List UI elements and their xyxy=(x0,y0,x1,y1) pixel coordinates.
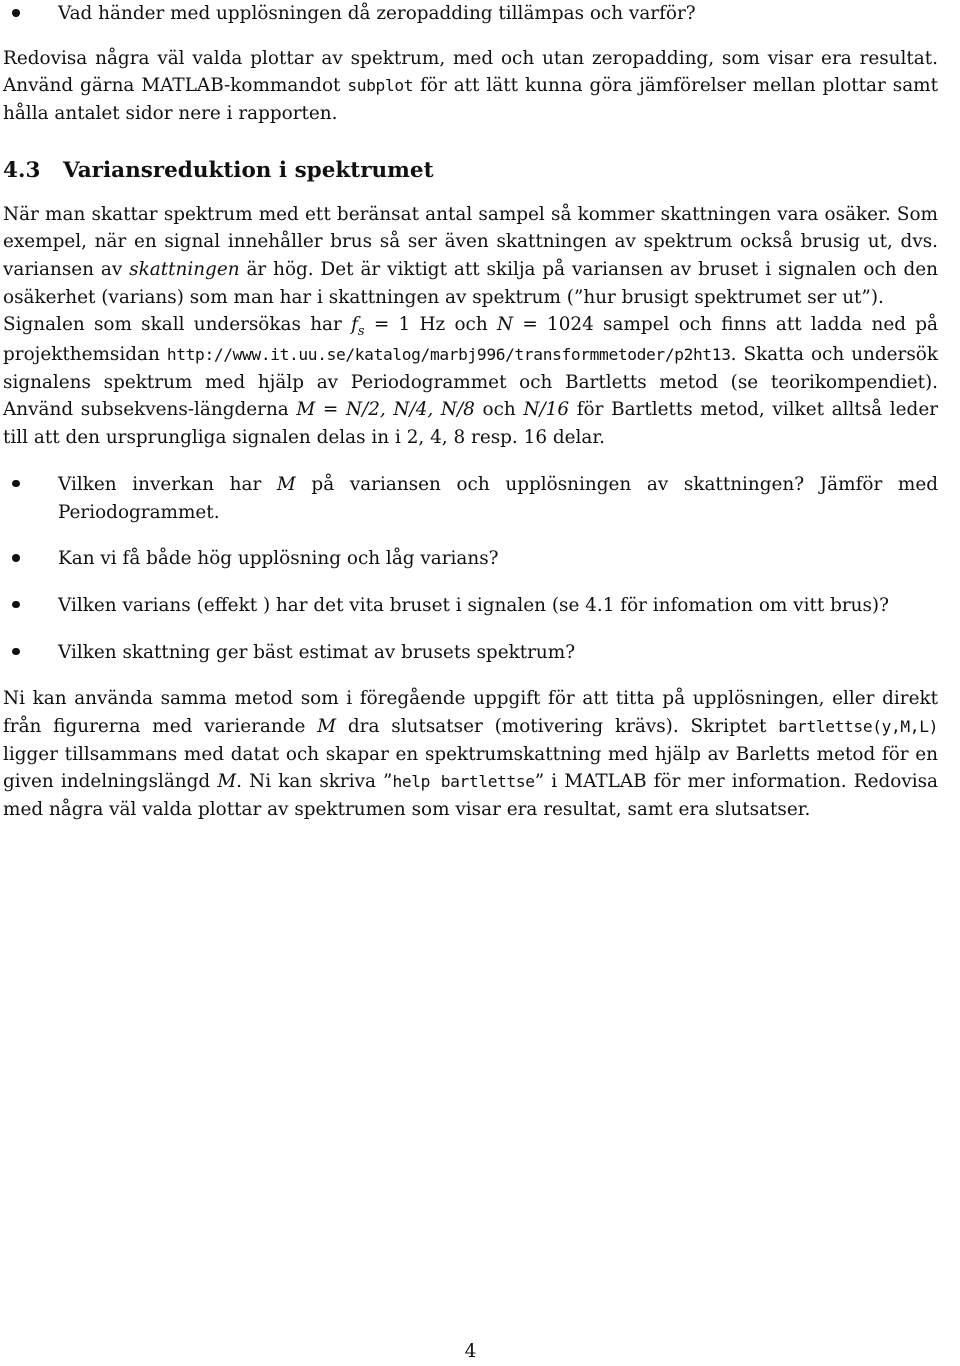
section-heading xyxy=(3,157,938,185)
code-bartlettse: bartlettse(y,M,L) xyxy=(778,717,938,737)
paragraph-signalen: Signalen som skall undersökas har $f_s = 1$ Hz och N = 1024 sampel och finns att ladda ned på projekthemsidan http://www.it.uu.se/katalog/marbj996/transformmetoder/p2ht13. Skatta och undersök signalens spektrum med hjälp av Periodogrammet och Bartletts metod (se teorikompendiet). Använd subsekvens-längderna M = N/2, N/4, N/8 och N/16 för Bartletts metod, vilket alltså leder till att den ursprungliga signalen delas in i 2, 4, 8 resp. 16 delar. xyxy=(3,314,939,449)
paragraph-redovisa: Redovisa några väl valda plottar av spektrum, med och utan zeropadding, som visar era resultat. Använd gärna MATLAB-kommandot subplot för att lätt kunna göra jämförelser mellan plottar samt hålla antalet sidor nere i rapporten. xyxy=(3,47,938,125)
italic-skattningen: skattningen xyxy=(129,258,240,280)
math-N: N xyxy=(496,314,514,336)
project-url: http://www.it.uu.se/katalog/marbj996/transformmetoder/p2ht13 xyxy=(166,345,731,365)
section-title: Variansreduktion i spektrumet xyxy=(63,157,434,183)
paragraph-varians: När man skattar spektrum med ett beränsat antal sampel så kommer skattningen vara osäker. Som exempel, när en signal innehåller brus så ser även skattningen av spektrum också brusig ut, dvs. variansen av skattningen är hög. Det är viktigt att skilja på variansen av bruset i signalen och den osäkerhet (varians) som man har i skattningen av spektrum (”hur brusigt spektrumet ser ut”). xyxy=(3,203,938,308)
math-subsequence: M = N/2, N/4, N/8 xyxy=(296,399,475,421)
question-item: Vilken varians (effekt ) har det vita bruset i signalen (se 4.1 för infomation om vitt brus)? xyxy=(3,592,938,620)
question-item: Kan vi få både hög upplösning och låg varians? xyxy=(3,545,938,573)
section-number: 4.3 xyxy=(3,157,41,183)
document-page xyxy=(3,0,939,1362)
question-list xyxy=(3,471,938,667)
code-help-bartlettse: help bartlettse xyxy=(392,772,535,792)
question-item: Vilken skattning ger bäst estimat av brusets spektrum? xyxy=(3,639,938,667)
bullet-dot xyxy=(3,471,33,498)
bullet-dot xyxy=(3,545,33,572)
page-number: 4 xyxy=(464,1341,477,1362)
paragraph-skriptet: Ni kan använda samma metod som i föregående uppgift för att titta på upplösningen, eller direkt från figurerna med varierande M dra slutsatser (motivering krävs). Skriptet bartlettse(y,M,L) ligger tillsammans med datat och skapar en spektrumskattning med hjälp av Barletts metod för en given indelningslängd M. Ni kan skriva ”help bartlettse” i MATLAB för mer information. Redovisa med några väl valda plottar av spektrumen som visar era resultat, samt era slutsatser. xyxy=(3,688,939,821)
question-item: Vilken inverkan har M på variansen och upplösningen av skattningen? Jämför med Periodogrammet. xyxy=(3,471,938,526)
bullet-text: Vad händer med upplösningen då zeropadding tillämpas och varför? xyxy=(58,3,696,24)
bullet-dot xyxy=(3,0,33,27)
bullet-zeropadding xyxy=(3,0,938,28)
math-fs: $f_s$ xyxy=(351,314,365,340)
code-subplot: subplot xyxy=(347,76,414,96)
bullet-dot xyxy=(3,639,33,666)
bullet-dot xyxy=(3,592,33,619)
math-n16: N/16 xyxy=(523,399,570,421)
